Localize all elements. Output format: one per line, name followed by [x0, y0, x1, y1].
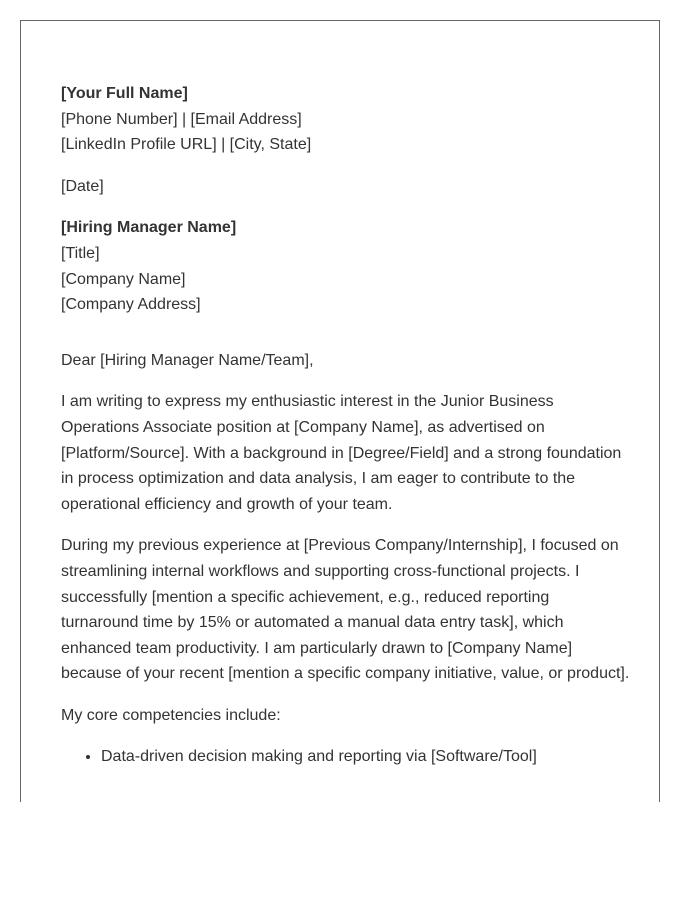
- letter-content: [61, 81, 631, 770]
- recipient-address: [Company Address]: [61, 296, 201, 314]
- sender-block: [61, 81, 631, 158]
- letter-date: [Date]: [61, 177, 104, 195]
- letter-page: [20, 20, 660, 802]
- sender-contact-line1: [Phone Number] | [Email Address]: [61, 110, 302, 128]
- recipient-name: [Hiring Manager Name]: [61, 219, 237, 237]
- body-paragraph-2: During my previous experience at [Previous Company/Internship], I focused on streamlining internal workflows and supporting cross-functional projects. I successfully [mention a specific achievement, e.g., reduced reporting turnaround time by 15% or automated a manual data entry task], which enhanced team productivity. I am particularly drawn to [Company Name] because of your recent [mention a specific company initiative, value, or product].: [61, 537, 630, 683]
- body-paragraph-3: My core competencies include:: [61, 706, 281, 724]
- date-block: [61, 174, 631, 200]
- sender-contact-line2: [LinkedIn Profile URL] | [City, State]: [61, 136, 312, 154]
- recipient-title: [Title]: [61, 244, 100, 262]
- salutation: Dear [Hiring Manager Name/Team],: [61, 351, 314, 369]
- list-item: • Data-driven decision making and reporting via [Software/Tool]: [101, 744, 631, 770]
- recipient-block: [61, 215, 631, 317]
- recipient-company: [Company Name]: [61, 270, 186, 288]
- sender-name: [Your Full Name]: [61, 85, 188, 102]
- competencies-list: [61, 744, 631, 770]
- body-paragraph-1: I am writing to express my enthusiastic interest in the Junior Business Operations Associate position at [Company Name], as advertised on [Platform/Source]. With a background in [Degree/Field] and a strong foundation in process optimization and data analysis, I am eager to contribute to the operational efficiency and growth of your team.: [61, 393, 622, 513]
